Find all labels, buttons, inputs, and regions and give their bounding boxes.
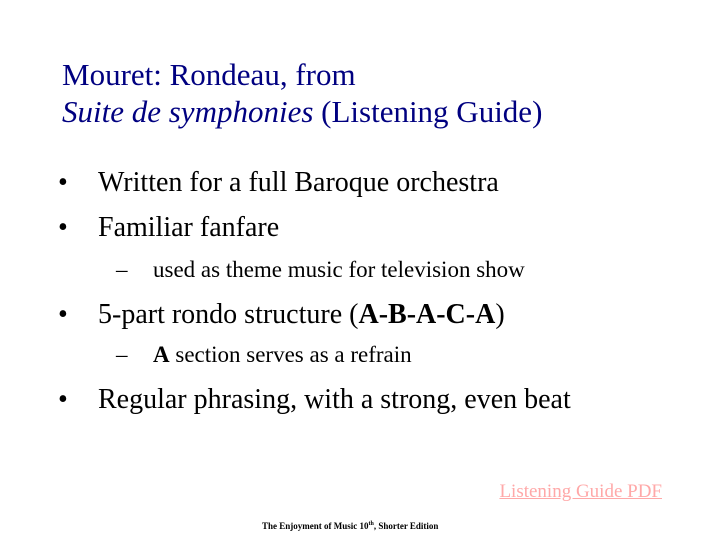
sub-bullet-marker: – [116,257,128,282]
title-italic-work: Suite de symphonies [62,94,314,129]
bullet-item [58,383,571,417]
bullet-marker: • [58,299,68,330]
sub-bullet-marker: – [116,342,128,367]
sub-bullet-item [116,256,525,284]
sub-bullet-item [116,341,412,369]
bullet-marker: • [58,212,68,243]
sub-bullet-text: section serves as a refrain [169,342,412,367]
bullet-marker: • [58,167,68,198]
footer-text: The Enjoyment of Music 10 [262,521,369,531]
bullet-item [58,298,505,332]
footer-citation [262,518,438,532]
bullet-item [58,166,499,200]
listening-guide-pdf-link[interactable]: Listening Guide PDF [499,481,662,502]
title-suffix: (Listening Guide) [313,94,543,129]
section-letter: A [153,342,170,367]
sub-bullet-text: used as theme music for television show [153,257,525,282]
bullet-item [58,211,279,245]
slide-title [62,56,702,130]
footer-text-end: , Shorter Edition [373,521,439,531]
bullet-text-end: ) [495,299,505,330]
title-line-1: Mouret: Rondeau, from [62,57,356,92]
footer-superscript: th [368,521,374,527]
rondo-form-letters: A-B-A-C-A [358,299,496,330]
bullet-marker: • [58,384,68,415]
bullet-text: Written for a full Baroque orchestra [98,167,499,198]
title-line-2 [62,93,702,130]
bullet-text: 5-part rondo structure ( [98,299,359,330]
bullet-text: Familiar fanfare [98,212,280,243]
bullet-text: Regular phrasing, with a strong, even beat [98,384,571,415]
